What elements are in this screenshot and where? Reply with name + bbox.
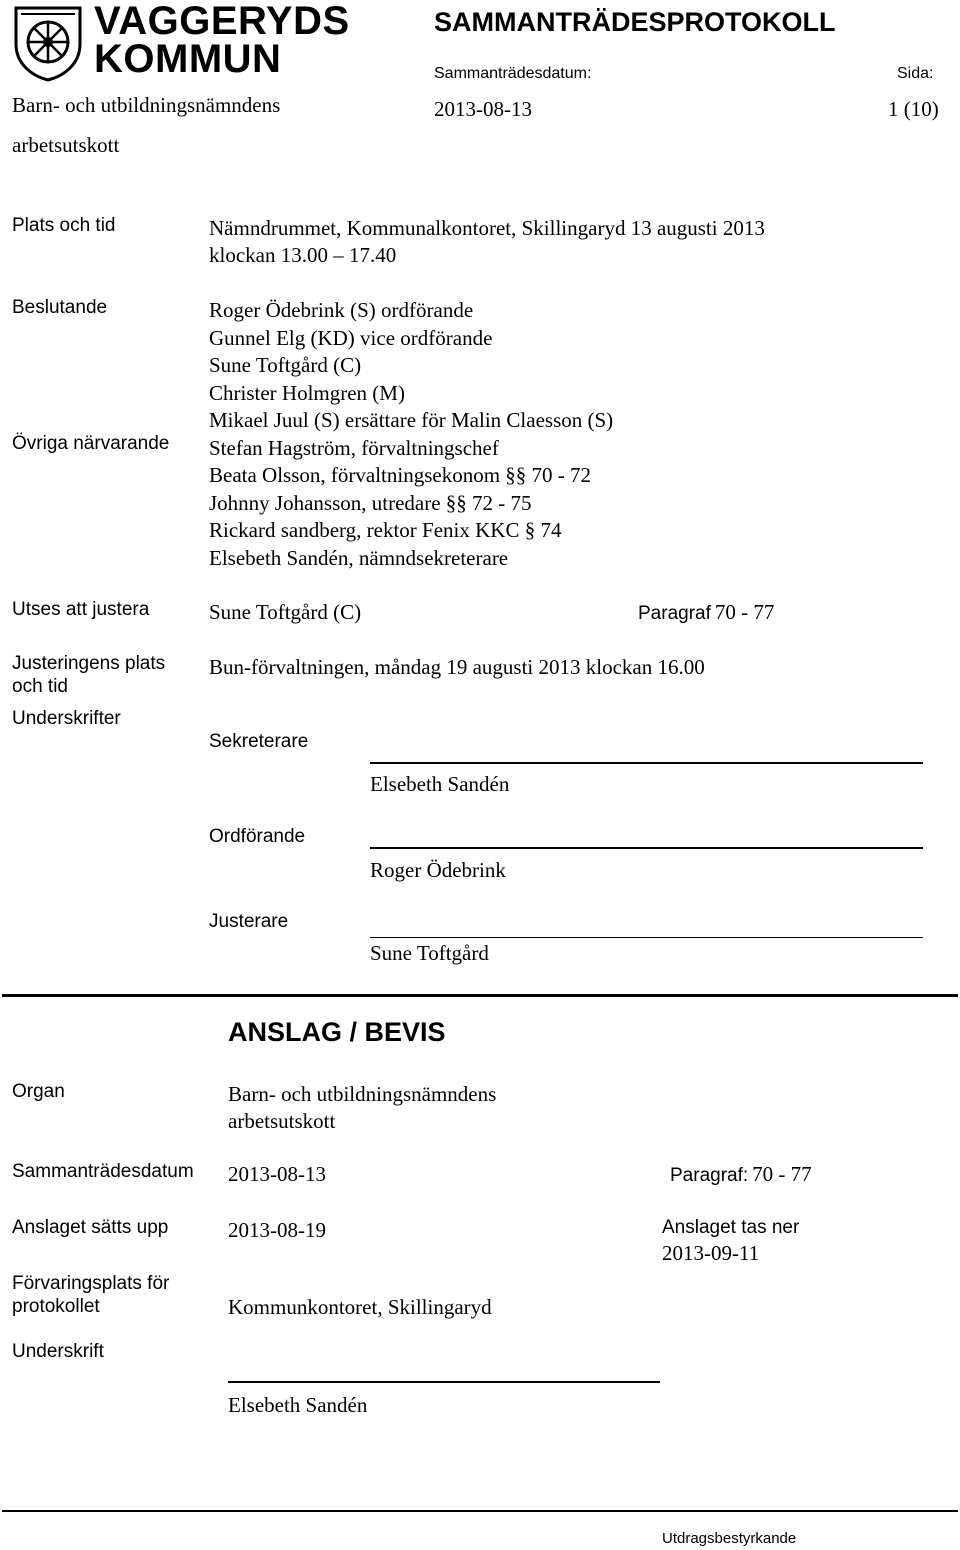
storage-location: Kommunkontoret, Skillingaryd	[228, 1295, 492, 1319]
header-page-number: 1 (10)	[888, 97, 939, 121]
header-meeting-date: 2013-08-13	[434, 97, 532, 121]
secretary-label: Sekreterare	[209, 731, 309, 752]
paragraph-label: Paragraf	[638, 603, 711, 624]
notice-title: ANSLAG / BEVIS	[228, 1017, 446, 1047]
meeting-paragraph	[638, 599, 774, 628]
posted-date: 2013-08-19	[228, 1218, 326, 1242]
footer-divider	[2, 1510, 958, 1512]
storage-label-line2: protokollet	[12, 1296, 100, 1317]
participant-item: Johnny Johansson, utredare §§ 72 - 75	[209, 490, 532, 515]
coat-of-arms-icon	[12, 4, 84, 82]
posted-label: Anslaget sätts upp	[12, 1217, 169, 1238]
participant-item: Stefan Hagström, förvaltningschef	[209, 435, 499, 460]
participant-list	[209, 297, 613, 572]
header-organ-line2: arbetsutskott	[12, 133, 120, 157]
footer-text: Utdragsbestyrkande	[662, 1530, 797, 1547]
chair-label: Ordförande	[209, 826, 306, 847]
chair-signature-line	[370, 847, 923, 849]
adjust-place-label-line2: och tid	[12, 676, 68, 697]
participant-item: Christer Holmgren (M)	[209, 380, 405, 405]
adjuster-label: Utses att justera	[12, 599, 150, 620]
signatures-label: Underskrifter	[12, 708, 121, 729]
secretary-signature-line	[370, 762, 923, 764]
section-divider	[2, 994, 958, 997]
notice-organ-line1: Barn- och utbildningsnämndens	[228, 1082, 497, 1106]
notice-signature-line	[228, 1381, 660, 1383]
adjust-place-value: Bun-förvaltningen, måndag 19 augusti 2013 klockan 16.00	[209, 655, 705, 679]
notice-paragraph-range: 70 - 77	[752, 1162, 812, 1186]
removed-label: Anslaget tas ner	[662, 1217, 800, 1238]
paragraph-range: 70 - 77	[714, 600, 775, 624]
participant-item: Roger Ödebrink (S) ordförande	[209, 298, 474, 322]
meeting-date-label: Sammanträdesdatum:	[434, 65, 592, 82]
adjuster-sign-label: Justerare	[209, 911, 289, 932]
adjust-place-label-line1: Justeringens plats	[12, 653, 166, 674]
participant-item: Gunnel Elg (KD) vice ordförande	[209, 325, 493, 350]
participant-item: Beata Olsson, förvaltningsekonom §§ 70 - 72	[209, 463, 592, 487]
chair-name: Roger Ödebrink	[370, 858, 506, 882]
participant-item: Sune Toftgård (C)	[209, 353, 362, 377]
participant-item: Mikael Juul (S) ersättare för Malin Claesson (S)	[209, 408, 614, 432]
document-title: SAMMANTRÄDESPROTOKOLL	[434, 7, 836, 37]
participant-item: Rickard sandberg, rektor Fenix KKC § 74	[209, 518, 562, 542]
place-line2: klockan 13.00 – 17.40	[209, 243, 397, 267]
deciding-label: Beslutande	[12, 297, 108, 318]
logo-text-line2: KOMMUN	[94, 37, 282, 81]
adjuster-signature-line	[370, 937, 923, 938]
secretary-name: Elsebeth Sandén	[370, 772, 510, 796]
header-organ-line1: Barn- och utbildningsnämndens	[12, 93, 281, 117]
adjuster-name: Sune Toftgård (C)	[209, 600, 362, 624]
notice-date-label: Sammanträdesdatum	[12, 1161, 194, 1182]
notice-paragraph	[670, 1161, 812, 1190]
notice-date: 2013-08-13	[228, 1162, 326, 1186]
storage-label-line1: Förvaringsplats för	[12, 1273, 170, 1294]
notice-organ-label: Organ	[12, 1081, 65, 1102]
place-label: Plats och tid	[12, 215, 116, 236]
notice-signature-name: Elsebeth Sandén	[228, 1393, 368, 1417]
place-line1: Nämndrummet, Kommunalkontoret, Skillingaryd 13 augusti 2013	[209, 216, 765, 240]
others-present-label: Övriga närvarande	[12, 433, 170, 454]
page-label: Sida:	[897, 65, 934, 82]
notice-organ-line2: arbetsutskott	[228, 1109, 336, 1133]
logo-text-line1: VAGGERYDS	[94, 0, 350, 43]
notice-signature-label: Underskrift	[12, 1341, 104, 1362]
participant-item: Elsebeth Sandén, nämndsekreterare	[209, 545, 509, 570]
removed-date: 2013-09-11	[662, 1241, 760, 1265]
notice-paragraph-label: Paragraf:	[670, 1165, 749, 1186]
adjuster-sign-name: Sune Toftgård	[370, 941, 489, 965]
